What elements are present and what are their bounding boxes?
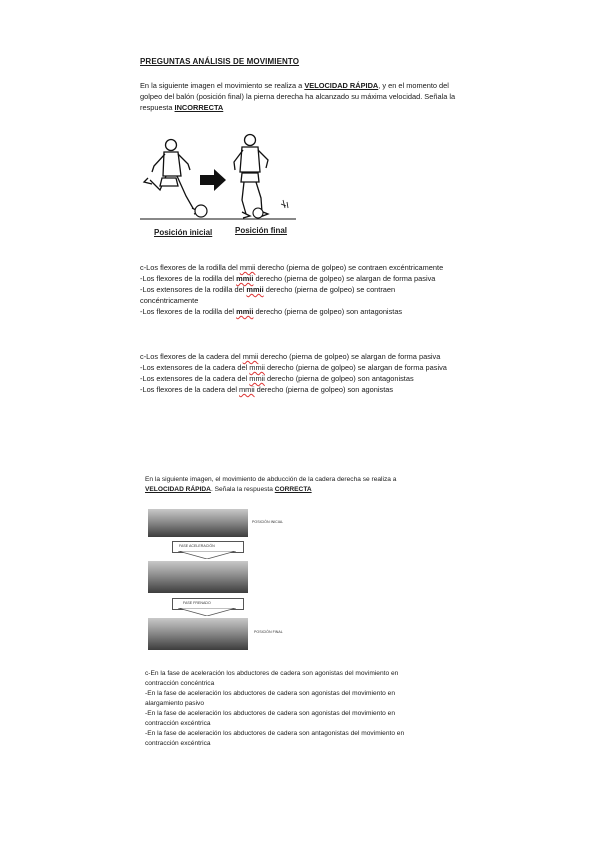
- question-1-intro: [140, 80, 480, 113]
- label-final-position: POSICIÓN FINAL: [254, 630, 283, 634]
- photo-accel-phase: [148, 561, 248, 593]
- q2-option-3: -En la fase de aceleración los abductores de cadera son agonistas del movimiento en: [145, 710, 395, 717]
- q1-g2-option-4: -Los flexores de la cadera del mmii derecho (pierna de golpeo) son agonistas: [140, 385, 394, 394]
- player-initial-figure: [144, 140, 200, 215]
- q1-intro-text-b: , y en el momento del: [378, 81, 449, 90]
- q1-g2-option-2: -Los extensores de la cadera del mmii derecho (pierna de golpeo) se alargan de forma pasiva: [140, 363, 447, 372]
- q1-g2-option-1: c-Los flexores de la cadera del mmii derecho (pierna de golpeo) se alargan de forma pasiva: [140, 352, 441, 361]
- q2-option-1-cont: contracción concéntrica: [145, 680, 215, 687]
- q1-intro-line2: golpeo del balón (posición final) la pierna derecha ha alcanzado su máxima velocidad. Señala la: [140, 92, 456, 101]
- q1-option-group-2: [140, 351, 480, 395]
- q1-incorrect-keyword: INCORRECTA: [174, 103, 224, 112]
- q2-option-2-cont: alargamiento pasivo: [145, 700, 205, 707]
- q2-option-1: c-En la fase de aceleración los abductores de cadera son agonistas del movimiento en: [145, 670, 399, 677]
- caption-initial-position: Posición inicial: [154, 228, 213, 237]
- q1-option-group-1: [140, 262, 480, 317]
- question-2-intro: [145, 475, 445, 495]
- q2-speed-keyword: VELOCIDAD RÁPIDA: [145, 486, 211, 493]
- q2-option-4: -En la fase de aceleración los abductores de cadera son antagonistas del movimiento en: [145, 730, 405, 737]
- photo-final-position: [148, 618, 248, 650]
- label-initial-position: POSICIÓN INICIAL: [252, 520, 284, 524]
- q2-option-2: -En la fase de aceleración los abductores de cadera son agonistas del movimiento en: [145, 690, 395, 697]
- q2-correct-keyword: CORRECTA: [274, 486, 312, 493]
- q2-intro-line1: En la siguiente imagen, el movimiento de abducción de la cadera derecha se realiza a: [145, 476, 397, 483]
- label-brake-phase: FASE FRENADO: [183, 601, 211, 605]
- chevron-down-icon: [178, 551, 236, 559]
- q1-g1-option-3-cont: concéntricamente: [140, 296, 199, 305]
- ball-initial: [195, 205, 207, 217]
- page-title: PREGUNTAS ANÁLISIS DE MOVIMIENTO: [140, 57, 300, 66]
- q2-option-4-cont: contracción excéntrica: [145, 740, 211, 747]
- q1-intro-line3: respuesta: [140, 103, 173, 112]
- motion-marks-icon: [281, 200, 288, 208]
- football-kick-illustration: [138, 130, 298, 230]
- q1-g1-option-3: -Los extensores de la rodilla del mmii derecho (pierna de golpeo) se contraen: [140, 285, 396, 294]
- ball-final: [253, 208, 263, 218]
- q1-intro-text: En la siguiente imagen el movimiento se realiza a: [140, 81, 303, 90]
- caption-final-position: Posición final: [235, 226, 288, 235]
- q1-g2-option-3: -Los extensores de la cadera del mmii derecho (pierna de golpeo) son antagonistas: [140, 374, 414, 383]
- q1-g1-option-1: c-Los flexores de la rodilla del mmii derecho (pierna de golpeo) se contraen excéntricamente: [140, 263, 444, 272]
- q1-speed-keyword: VELOCIDAD RÁPIDA: [304, 81, 379, 90]
- label-accel-phase: FASE ACELERACIÓN: [179, 544, 215, 548]
- arrow-icon: [200, 169, 226, 191]
- player-final-figure: [234, 135, 268, 219]
- q1-g1-option-4: -Los flexores de la rodilla del mmii derecho (pierna de golpeo) son antagonistas: [140, 307, 403, 316]
- photo-initial-position: [148, 509, 248, 537]
- q2-intro-text-b: . Señala la respuesta: [210, 486, 273, 493]
- q2-options: [145, 669, 465, 749]
- q1-g1-option-2: -Los flexores de la rodilla del mmii derecho (pierna de golpeo) se alargan de forma pasiva: [140, 274, 436, 283]
- q2-option-3-cont: contracción excéntrica: [145, 720, 211, 727]
- chevron-down-icon: [178, 608, 236, 616]
